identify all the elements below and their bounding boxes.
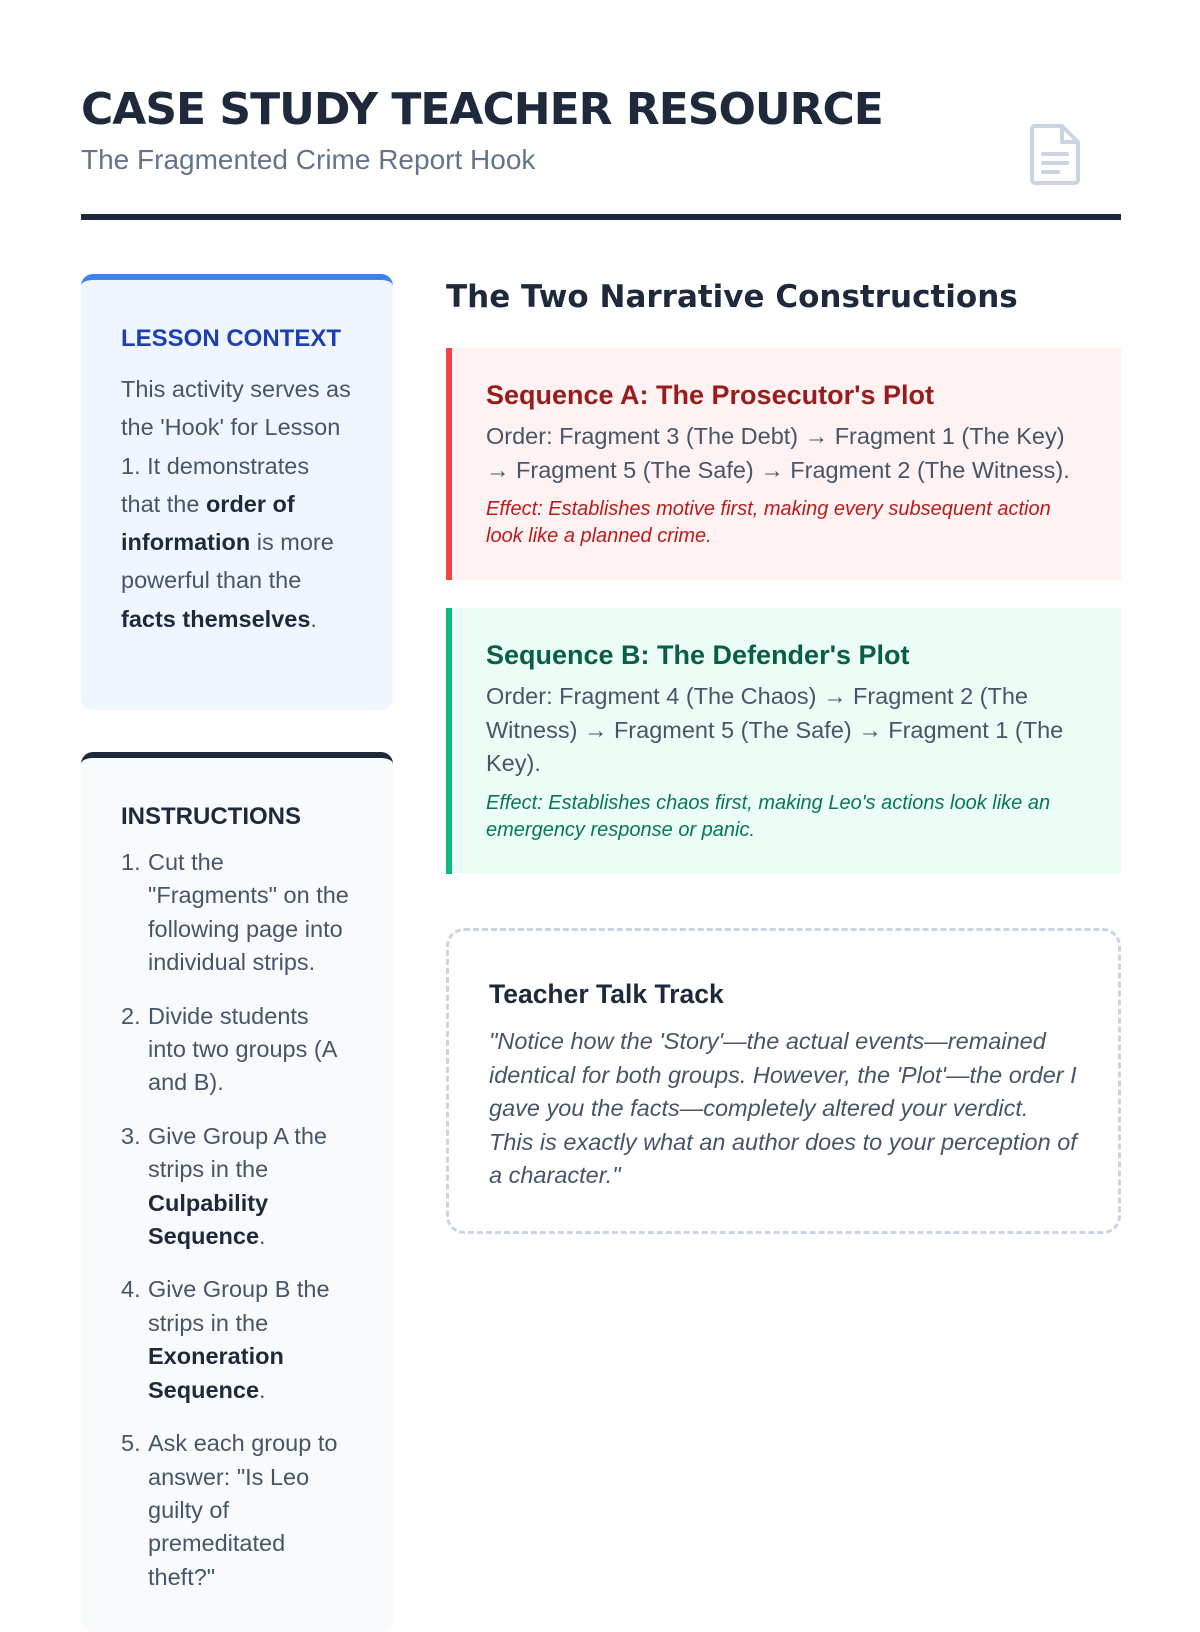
sequence-a-title: Sequence A: The Prosecutor's Plot (486, 380, 935, 410)
instruction-item (121, 1120, 353, 1254)
context-emphasis: order of information (121, 490, 295, 556)
sequence-a-effect: Effect: Establishes motive first, making every subsequent action look like a planned crime. (486, 498, 1051, 547)
document-icon (1028, 122, 1082, 186)
instructions-card (81, 752, 393, 1632)
sequence-a-card (446, 348, 1121, 580)
page-title: CASE STUDY TEACHER RESOURCE (81, 84, 883, 135)
sequence-b-effect: Effect: Establishes chaos first, making Leo's actions look like an emergency response or panic. (486, 791, 1051, 841)
instruction-number: 2. (121, 1002, 141, 1029)
instruction-number: 3. (121, 1122, 141, 1149)
instruction-emphasis: Culpability Sequence (148, 1189, 269, 1250)
lesson-context-card (81, 274, 393, 710)
page-header (81, 80, 1121, 180)
sequence-b-title: Sequence B: The Defender's Plot (486, 640, 910, 670)
instruction-item (121, 1427, 353, 1594)
instruction-number: 4. (121, 1276, 141, 1303)
instruction-text: Give Group B the strips in the (148, 1276, 330, 1336)
instruction-item (121, 1273, 353, 1407)
sequence-b-card (446, 608, 1121, 874)
talk-track-title: Teacher Talk Track (489, 979, 724, 1009)
instruction-text: . (259, 1376, 266, 1403)
section-title: The Two Narrative Constructions (446, 279, 1018, 315)
instruction-text: Give Group A the strips in the (148, 1122, 327, 1183)
instruction-text: Ask each group to answer: "Is Leo guilty of premeditated theft?" (148, 1430, 338, 1590)
context-text: This activity serves as the 'Hook' for Lesson 1. It demonstrates that the (121, 376, 351, 517)
instruction-number: 5. (121, 1430, 141, 1457)
sequence-a-order: Order: Fragment 3 (The Debt) → Fragment 1 (The Key) → Fragment 5 (The Safe) → Fragment 2 (The Witness). (486, 423, 1070, 483)
instruction-item (121, 846, 353, 980)
instruction-item (121, 1000, 353, 1100)
teacher-talk-track-box (446, 928, 1121, 1234)
context-emphasis: facts themselves (121, 605, 311, 632)
instruction-text: . (259, 1223, 266, 1250)
lesson-context-body (121, 370, 353, 638)
sequence-b-order: Order: Fragment 4 (The Chaos) → Fragment 2 (The Witness) → Fragment 5 (The Safe) → Fragment 1 (The Key). (486, 683, 1064, 776)
instructions-list (121, 846, 353, 1594)
page-subtitle: The Fragmented Crime Report Hook (81, 144, 536, 175)
lesson-context-title: LESSON CONTEXT (121, 325, 342, 352)
context-text: is more powerful than the (121, 529, 334, 594)
talk-track-quote: "Notice how the 'Story'—the actual events—remained identical for both groups. However, the 'Plot'—the order I gave you the facts—completely altered your verdict. This is exactly what an author does to your perception of a character." (489, 1028, 1077, 1188)
context-text: . (310, 605, 317, 632)
instruction-number: 1. (121, 849, 141, 875)
instruction-text: Cut the "Fragments" on the following page into individual strips. (148, 849, 349, 976)
instruction-emphasis: Exoneration Sequence (148, 1343, 284, 1403)
instruction-text: Divide students into two groups (A and B). (148, 1002, 337, 1096)
instructions-title: INSTRUCTIONS (121, 803, 301, 830)
header-divider (81, 214, 1121, 220)
